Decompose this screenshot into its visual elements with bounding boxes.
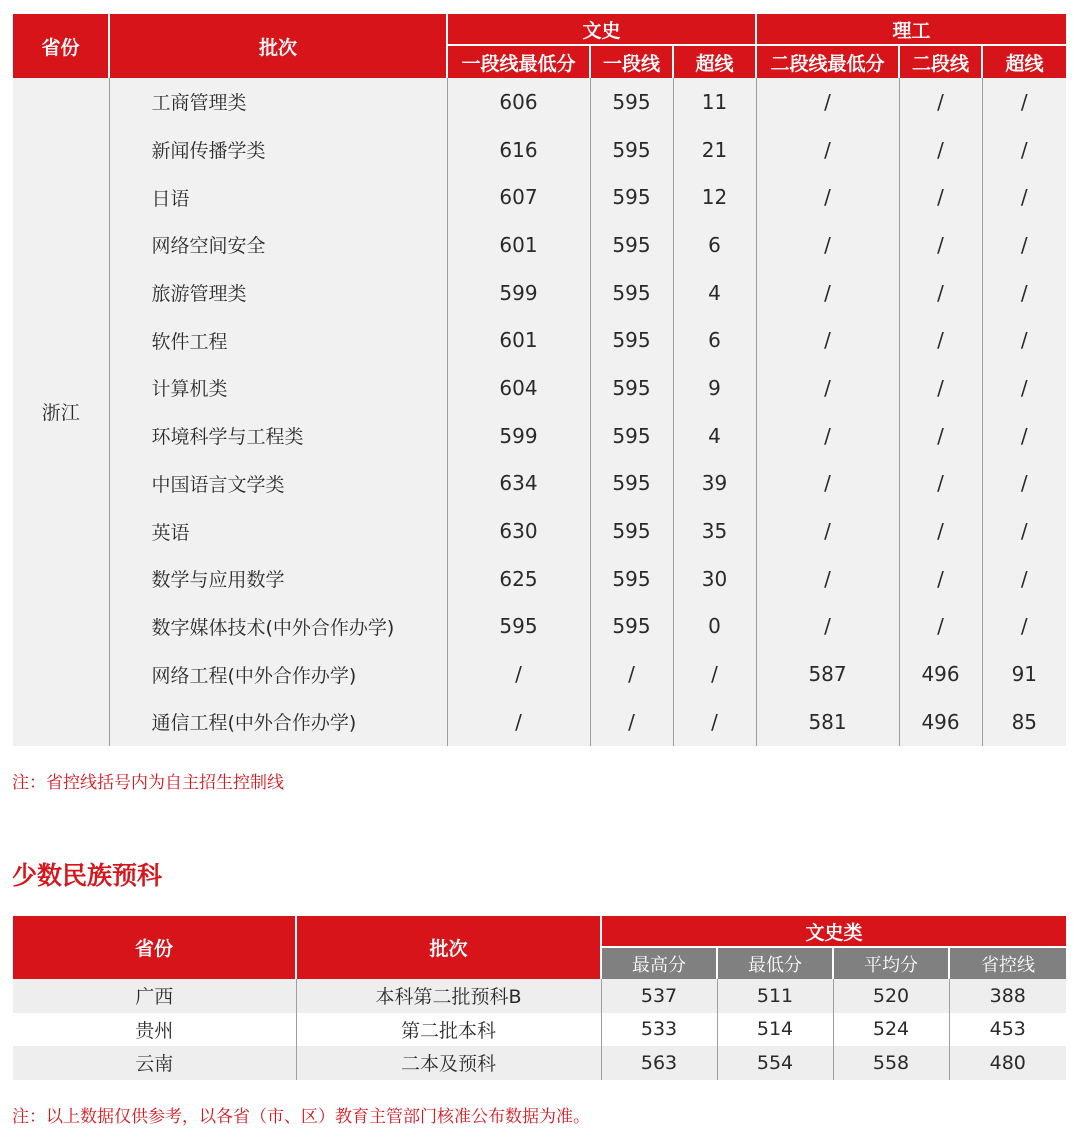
score-cell: / (899, 269, 982, 317)
table-row (13, 269, 1066, 317)
batch-cell: 二本及预科 (296, 1046, 601, 1080)
score-cell: 595 (590, 221, 673, 269)
score-cell: / (899, 78, 982, 126)
score-cell: 12 (673, 173, 756, 221)
score-cell: 388 (949, 979, 1066, 1013)
table-body (13, 979, 1066, 1080)
score-cell: 496 (899, 650, 982, 698)
score-cell: / (982, 221, 1066, 269)
score-cell: / (756, 126, 899, 174)
header-col: 一段线 (590, 45, 673, 78)
score-cell: 630 (447, 507, 590, 555)
score-cell: / (982, 78, 1066, 126)
major-cell: 旅游管理类 (109, 269, 447, 317)
score-cell: 595 (590, 78, 673, 126)
score-cell: 606 (447, 78, 590, 126)
score-cell: / (756, 316, 899, 364)
major-cell: 网络空间安全 (109, 221, 447, 269)
score-cell: 599 (447, 269, 590, 317)
score-cell: / (899, 316, 982, 364)
score-cell: 453 (989, 1018, 1026, 1041)
table-body (13, 78, 1066, 746)
score-cell: 511 (717, 979, 833, 1013)
score-cell: 558 (833, 1046, 949, 1080)
score-cell: 35 (673, 507, 756, 555)
header-batch: 批次 (109, 14, 447, 78)
score-cell: / (756, 269, 899, 317)
score-cell: 21 (673, 126, 756, 174)
score-cell: / (982, 460, 1066, 508)
batch-cell: 本科第二批预科B (296, 979, 601, 1013)
major-cell: 中国语言文学类 (109, 460, 447, 508)
province-cell: 浙江 (13, 78, 109, 746)
major-cell: 新闻传播学类 (109, 126, 447, 174)
score-cell: 520 (833, 979, 949, 1013)
score-cell: 595 (590, 555, 673, 603)
table-row (13, 650, 1066, 698)
header-col: 超线 (673, 45, 756, 78)
score-cell: 604 (447, 364, 590, 412)
score-cell: / (899, 364, 982, 412)
score-cell: 595 (590, 269, 673, 317)
table-row (13, 555, 1066, 603)
province-cell: 广西 (13, 979, 296, 1013)
header-col: 最高分 (601, 947, 717, 979)
score-cell: / (899, 221, 982, 269)
score-cell: 601 (447, 316, 590, 364)
table-row (13, 460, 1066, 508)
score-cell: 595 (590, 173, 673, 221)
header-batch: 批次 (296, 916, 601, 979)
score-cell: 563 (601, 1046, 717, 1080)
score-cell: / (982, 507, 1066, 555)
score-cell: 595 (590, 316, 673, 364)
score-cell: 616 (447, 126, 590, 174)
header-col: 二段线 (899, 45, 982, 78)
score-cell: / (756, 173, 899, 221)
table-row (13, 316, 1066, 364)
score-cell: / (982, 126, 1066, 174)
score-cell: / (756, 221, 899, 269)
score-cell: 625 (447, 555, 590, 603)
table-row (13, 126, 1066, 174)
score-cell: 30 (673, 555, 756, 603)
score-cell: / (590, 698, 673, 746)
score-cell: / (982, 316, 1066, 364)
table-row (13, 507, 1066, 555)
score-cell: 480 (949, 1046, 1066, 1080)
table-row (13, 603, 1066, 651)
score-cell: 11 (673, 78, 756, 126)
score-cell: 85 (982, 698, 1066, 746)
table-row (13, 979, 1066, 1013)
table-row (13, 412, 1066, 460)
score-cell: / (982, 603, 1066, 651)
major-cell: 数字媒体技术(中外合作办学) (109, 603, 447, 651)
score-cell: / (982, 269, 1066, 317)
table-row (13, 221, 1066, 269)
header-col: 省控线 (949, 947, 1066, 979)
score-cell: 496 (899, 698, 982, 746)
score-cell: 595 (590, 460, 673, 508)
score-cell: / (673, 650, 756, 698)
score-cell: 595 (590, 412, 673, 460)
score-cell: / (756, 412, 899, 460)
header-group-ligong: 理工 (756, 14, 1066, 45)
score-cell: 595 (590, 364, 673, 412)
score-cell: 6 (673, 316, 756, 364)
score-cell: 587 (756, 650, 899, 698)
score-cell: 9 (673, 364, 756, 412)
score-cell: 91 (982, 650, 1066, 698)
score-cell: / (756, 364, 899, 412)
section-title: 少数民族预科 (12, 861, 163, 890)
score-cell: 39 (673, 460, 756, 508)
score-cell: 514 (717, 1013, 833, 1047)
score-cell: / (982, 412, 1066, 460)
table-row (13, 364, 1066, 412)
disclaimer-note: 注：以上数据仅供参考，以各省（市、区）教育主管部门核准公布数据为准。 (12, 1107, 590, 1127)
score-cell: 6 (673, 221, 756, 269)
score-cell: / (899, 555, 982, 603)
score-cell: 601 (447, 221, 590, 269)
batch-cell: 第二批本科 (296, 1013, 601, 1047)
score-cell: 595 (590, 126, 673, 174)
score-cell: 533 (601, 1013, 717, 1047)
major-cell: 通信工程(中外合作办学) (109, 698, 447, 746)
score-cell: 537 (601, 979, 717, 1013)
footnote: 注：省控线括号内为自主招生控制线 (12, 773, 284, 793)
header-col: 平均分 (833, 947, 949, 979)
header-province: 省份 (13, 916, 296, 979)
table-row (13, 78, 1066, 126)
score-cell: / (447, 698, 590, 746)
score-cell: 0 (673, 603, 756, 651)
score-cell: 599 (447, 412, 590, 460)
major-cell: 网络工程(中外合作办学) (109, 650, 447, 698)
province-cell: 贵州 (13, 1013, 296, 1047)
score-cell: 595 (590, 507, 673, 555)
major-cell: 工商管理类 (109, 78, 447, 126)
table-row (13, 698, 1066, 746)
score-cell: / (899, 173, 982, 221)
header-col: 超线 (982, 45, 1066, 78)
score-cell: / (899, 126, 982, 174)
score-cell: 554 (717, 1046, 833, 1080)
score-cell: / (447, 650, 590, 698)
score-cell: / (756, 460, 899, 508)
score-cell: / (899, 507, 982, 555)
header-col: 一段线最低分 (447, 45, 590, 78)
major-cell: 日语 (109, 173, 447, 221)
major-cell: 英语 (109, 507, 447, 555)
score-cell: / (982, 173, 1066, 221)
score-cell: / (899, 603, 982, 651)
score-cell: 634 (447, 460, 590, 508)
header-group-wenshi: 文史 (447, 14, 756, 45)
score-cell: / (673, 698, 756, 746)
score-cell: / (756, 603, 899, 651)
score-cell: / (899, 412, 982, 460)
score-cell: / (590, 650, 673, 698)
header-province: 省份 (13, 14, 109, 78)
score-cell: 607 (447, 173, 590, 221)
score-cell: 4 (673, 269, 756, 317)
header-group-wenshilei: 文史类 (601, 916, 1066, 947)
province-cell: 云南 (13, 1046, 296, 1080)
major-cell: 计算机类 (109, 364, 447, 412)
score-cell: 595 (447, 603, 590, 651)
table-row (13, 1013, 1066, 1047)
major-cell: 软件工程 (109, 316, 447, 364)
score-cell: / (756, 555, 899, 603)
score-cell: 524 (833, 1013, 949, 1047)
admission-scores-table (13, 14, 1066, 746)
major-cell: 数学与应用数学 (109, 555, 447, 603)
table-row (13, 1046, 1066, 1080)
score-cell: / (982, 364, 1066, 412)
header-col: 二段线最低分 (756, 45, 899, 78)
header-col: 最低分 (717, 947, 833, 979)
score-cell: / (756, 78, 899, 126)
minority-prep-table (13, 916, 1066, 1080)
major-cell: 环境科学与工程类 (109, 412, 447, 460)
score-cell: 581 (756, 698, 899, 746)
score-cell: / (899, 460, 982, 508)
score-cell: 4 (673, 412, 756, 460)
score-cell: 595 (590, 603, 673, 651)
table-row (13, 173, 1066, 221)
score-cell: / (982, 555, 1066, 603)
score-cell: / (756, 507, 899, 555)
